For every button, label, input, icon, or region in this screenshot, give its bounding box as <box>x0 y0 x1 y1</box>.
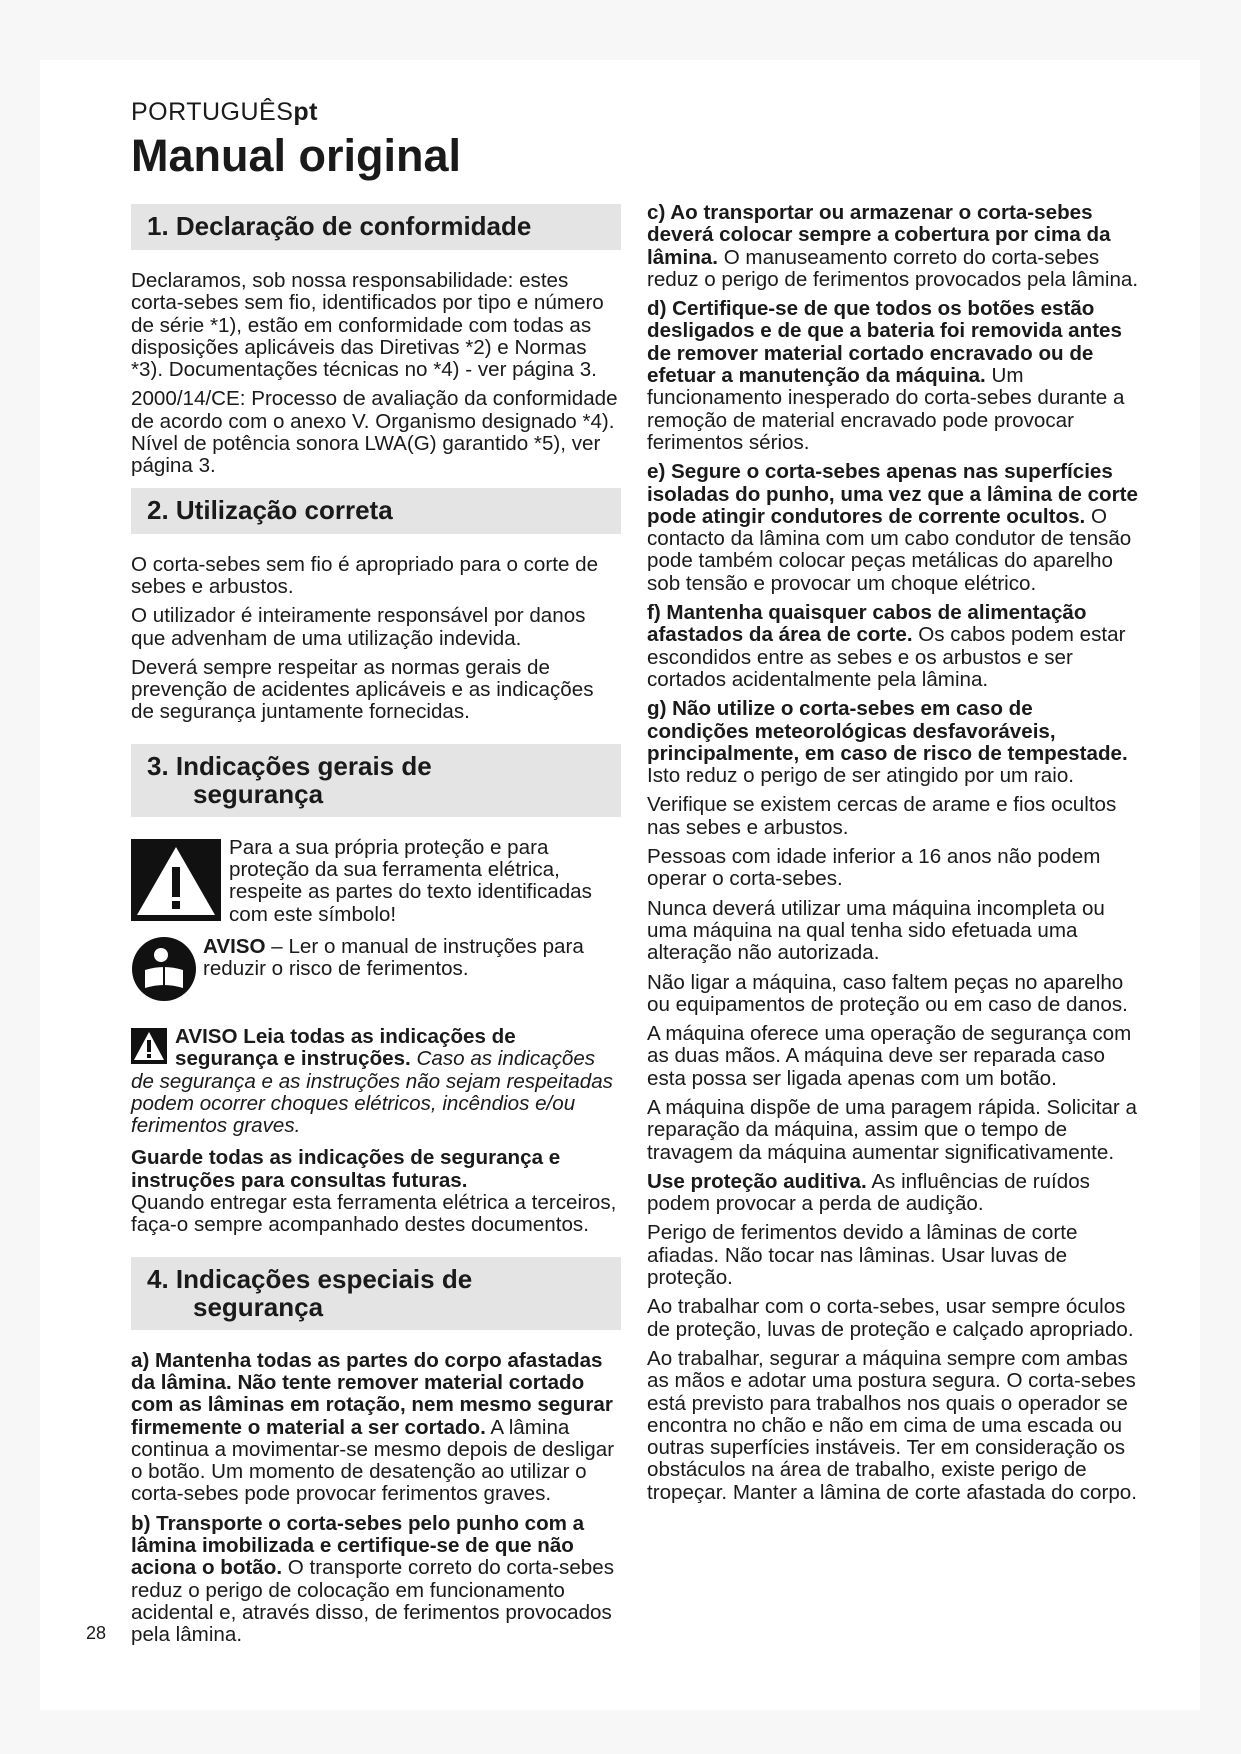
instruction-f-text: Os cabos podem estar escondidos entre as sebes e os arbustos e ser cortados acidentalmente pela lâmina. <box>647 623 1126 691</box>
instruction-b-text: O transporte correto do corta-sebes reduz o perigo de colocação em funcionamento acidental e, através disso, de ferimentos provocados pela lâmina. <box>131 1556 614 1647</box>
section-3-heading <box>131 744 621 817</box>
warning-triangle-small-icon <box>131 1028 167 1064</box>
warning-triangle-icon <box>131 839 221 921</box>
instruction-g-text: Isto reduz o perigo de ser atingido por um raio. <box>647 764 1074 788</box>
section-1-paragraph: Declaramos, sob nossa responsabilidade: estes corta-sebes sem fio, identificados por tipo e número de série *1), estão em conformidade com todas as disposições aplicáveis das Diretivas *2) e Normas *3). Documentações técnicas no *4) - ver página 3. <box>131 269 604 382</box>
instruction-f-bold: f) Mantenha quaisquer cabos de alimentação afastados da área de corte. <box>647 601 1087 647</box>
sharp-blades-paragraph: Perigo de ferimentos devido a lâminas de corte afiadas. Não tocar nas lâminas. Usar luvas de proteção. <box>647 1221 1078 1290</box>
instruction-g <box>647 698 1140 787</box>
missing-parts-paragraph: Não ligar a máquina, caso faltem peças no aparelho ou equipamentos de proteção ou em caso de danos. <box>647 970 1128 1016</box>
instruction-c-bold: c) Ao transportar ou armazenar o corta-sebes deverá colocar sempre a cobertura por cima da lâmina. <box>647 201 1111 269</box>
read-manual-description: – Ler o manual de instruções para reduzir o risco de ferimentos. <box>203 934 584 981</box>
general-warning-italic: Caso as indicações de segurança e as instruções não sejam respeitadas podem ocorrer choques elétricos, incêndios e/ou ferimentos graves. <box>131 1047 613 1138</box>
wire-check-paragraph: Verifique se existem cercas de arame e fios ocultos nas sebes e arbustos. <box>647 793 1117 839</box>
section-4-heading <box>131 1257 621 1330</box>
two-hand-paragraph: A máquina oferece uma operação de segurança com as duas mãos. A máquina deve ser reparada caso esta possa ser ligada apenas com um botão. <box>647 1022 1132 1090</box>
keep-instructions-bold: Guarde todas as indicações de segurança e instruções para consultas futuras. <box>131 1146 561 1192</box>
section-4-heading-line1: 4. Indicações especiais de <box>147 1263 473 1294</box>
page-number: 28 <box>86 1623 107 1643</box>
instruction-d-text: Um funcionamento inesperado do corta-sebes durante a remoção de material encravado pode provocar ferimentos sérios. <box>647 364 1125 454</box>
instruction-b <box>131 1513 621 1647</box>
language-label <box>131 98 318 127</box>
left-column <box>131 204 621 1653</box>
general-warning-paragraph <box>131 1026 621 1137</box>
instruction-a-bold: a) Mantenha todas as partes do corpo afastadas da lâmina. Não tente remover material cortado com as lâminas em rotação, nem mesmo segurar firmemente o material a ser cortado. <box>131 1348 613 1439</box>
section-4-heading-line2: segurança <box>193 1291 324 1322</box>
instruction-a-text: A lâmina continua a movimentar-se mesmo depois de desligar o botão. Um momento de desatenção ao utilizar o corta-sebes pode provocar ferimentos graves. <box>131 1415 615 1506</box>
instruction-e <box>647 461 1140 595</box>
instruction-d <box>647 298 1140 454</box>
section-1-heading: 1. Declaração de conformidade <box>131 204 621 250</box>
hearing-protection-text: As influências de ruídos podem provocar a perda de audição. <box>647 1169 1090 1216</box>
language-code: pt <box>293 98 319 126</box>
section-1-paragraph: 2000/14/CE: Processo de avaliação da conformidade de acordo com o anexo V. Organismo designado *4). Nível de potência sonora LWA(G) garantido *5), ver página 3. <box>131 387 618 478</box>
quick-stop-paragraph: A máquina dispõe de uma paragem rápida. Solicitar a reparação da máquina, assim que o tempo de travagem da máquina aumentar significativamente. <box>647 1095 1137 1164</box>
read-manual-row <box>131 936 621 1002</box>
age-limit-paragraph: Pessoas com idade inferior a 16 anos não podem operar o corta-sebes. <box>647 845 1101 891</box>
instruction-b-bold: b) Transporte o corta-sebes pelo punho com a lâmina imobilizada e certifique-se de que não aciona o botão. <box>131 1511 585 1580</box>
page-title: Manual original <box>131 130 462 181</box>
instruction-e-bold: e) Segure o corta-sebes apenas nas superfícies isoladas do punho, uma vez que a lâmina de corte pode atingir condutores de corrente ocultos. <box>647 460 1138 528</box>
right-column <box>647 202 1140 1511</box>
protective-gear-paragraph: Ao trabalhar com o corta-sebes, usar sempre óculos de proteção, luvas de proteção e calçado apropriado. <box>647 1295 1134 1341</box>
section-2-heading: 2. Utilização correta <box>131 488 621 534</box>
read-manual-text <box>203 936 621 981</box>
instruction-c-text: O manuseamento correto do corta-sebes reduz o perigo de ferimentos provocados pela lâmina. <box>647 245 1139 291</box>
section-2-paragraph: O corta-sebes sem fio é apropriado para o corte de sebes e arbustos. <box>131 552 599 598</box>
keep-instructions-paragraph <box>131 1147 621 1236</box>
instruction-e-text: O contacto da lâmina com um cabo condutor de tensão pode também colocar peças metálicas do aparelho sob tensão e provocar um choque elétrico. <box>647 504 1132 595</box>
language-name: PORTUGUÊS <box>131 98 294 126</box>
read-manual-icon <box>131 936 197 1002</box>
instruction-g-bold: g) Não utilize o corta-sebes em caso de condições meteorológicas desfavoráveis, principalmente, em caso de risco de tempestade. <box>647 697 1128 765</box>
hearing-protection-bold: Use proteção auditiva. <box>647 1169 867 1193</box>
instruction-a <box>131 1350 621 1506</box>
hearing-protection-paragraph <box>647 1171 1140 1216</box>
instruction-c <box>647 202 1140 291</box>
keep-instructions-text: Quando entregar esta ferramenta elétrica a terceiros, faça-o sempre acompanhado destes documentos. <box>131 1191 617 1237</box>
general-warning-bold: AVISO Leia todas as indicações de segurança e instruções. <box>175 1024 516 1071</box>
section-3-heading-line2: segurança <box>193 778 324 809</box>
section-3-heading-line1: 3. Indicações gerais de <box>147 750 432 781</box>
warning-symbol-row <box>131 837 621 926</box>
incomplete-machine-paragraph: Nunca deverá utilizar uma máquina incompleta ou uma máquina na qual tenha sido efetuada uma alteração não autorizada. <box>647 896 1105 965</box>
section-2-paragraph: O utilizador é inteiramente responsável por danos que advenham de uma utilização indevida. <box>131 604 586 650</box>
posture-paragraph: Ao trabalhar, segurar a máquina sempre com ambas as mãos e adotar uma postura segura. O corta-sebes está previsto para trabalhos nos quais o operador se encontra no chão e não em cima de uma escada ou outras superfícies instáveis. Ter em consideração os obstáculos na área de trabalho, existe perigo de tropeçar. Manter a lâmina de corte afastada do corpo. <box>647 1346 1137 1504</box>
section-2-paragraph: Deverá sempre respeitar as normas gerais de prevenção de acidentes aplicáveis e as indicações de segurança juntamente fornecidas. <box>131 655 594 724</box>
instruction-d-bold: d) Certifique-se de que todos os botões estão desligados e de que a bateria foi removida antes de remover material cortado encravado ou de efetuar a manutenção da máquina. <box>647 297 1122 388</box>
read-manual-label: AVISO <box>203 934 266 958</box>
instruction-f <box>647 602 1140 691</box>
warning-symbol-text: Para a sua própria proteção e para proteção da sua ferramenta elétrica, respeite as partes do texto identificadas com este símbolo! <box>229 835 592 926</box>
